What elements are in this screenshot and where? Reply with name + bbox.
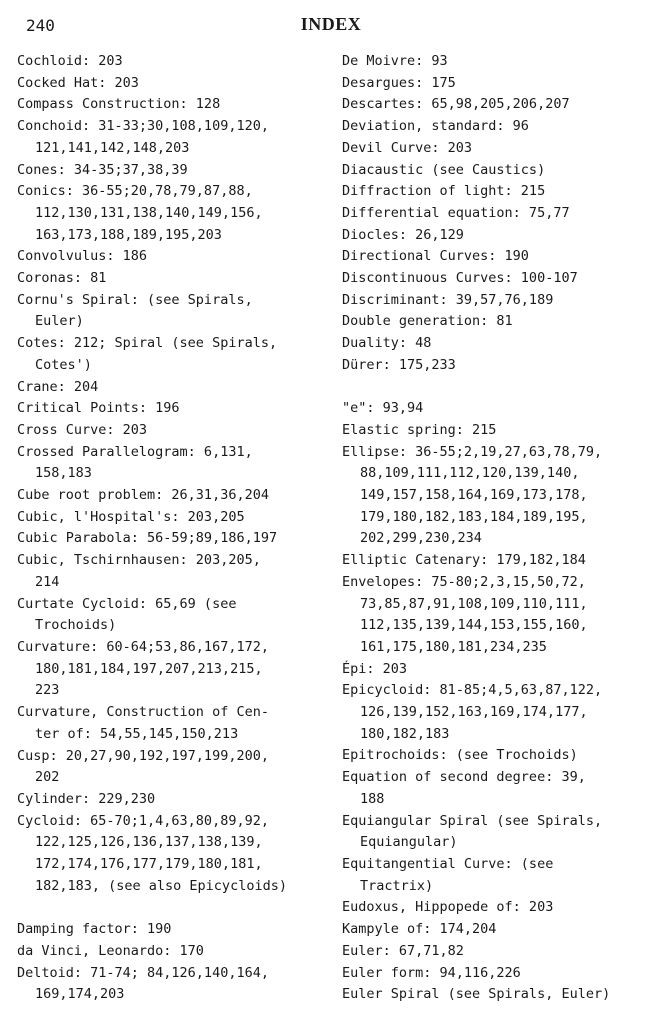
index-entry — [17, 73, 327, 95]
index-entry — [342, 138, 657, 160]
index-entry — [17, 963, 327, 1006]
index-entry-line: Crane: 204 — [17, 378, 99, 395]
index-entry-line: Compass Construction: 128 — [17, 96, 221, 113]
index-entry-line: Desargues: 175 — [342, 74, 456, 91]
index-entry-continuation: 122,125,126,136,137,138,139, — [35, 834, 263, 851]
index-entry-line: Diacaustic (see Caustics) — [342, 161, 546, 178]
index-entry-line: Diocles: 26,129 — [342, 226, 464, 243]
index-entry — [342, 811, 657, 854]
index-entry-line: Cotes: 212; Spiral (see Spirals, — [17, 335, 278, 352]
index-entry-line: Euler: 67,71,82 — [342, 942, 464, 959]
index-entry-line: Euler Spiral (see Spirals, Euler) — [342, 986, 611, 1003]
index-entry-line: Discontinuous Curves: 100-107 — [342, 270, 578, 287]
index-entry-line: Cubic Parabola: 56-59;89,186,197 — [17, 530, 278, 547]
index-entry-line: Kampyle of: 174,204 — [342, 921, 497, 938]
index-entry-continuation: 223 — [35, 682, 60, 699]
index-entry-line: Epicycloid: 81-85;4,5,63,87,122, — [342, 682, 603, 699]
index-entry — [342, 333, 657, 355]
index-entry-line: Épi: 203 — [342, 660, 408, 677]
index-column-left — [17, 51, 327, 1006]
index-entry — [17, 746, 327, 789]
entry-spacer — [17, 897, 327, 919]
index-entry-line: Deviation, standard: 96 — [342, 118, 529, 135]
index-entry — [17, 507, 327, 529]
index-entry-line: Damping factor: 190 — [17, 921, 172, 938]
index-entry-continuation: Cotes') — [35, 356, 92, 373]
index-entry-line: Cocked Hat: 203 — [17, 74, 139, 91]
page-title: INDEX — [300, 14, 362, 34]
index-entry-line: Epitrochoids: (see Trochoids) — [342, 747, 578, 764]
index-entry-line: Conics: 36-55;20,78,79,87,88, — [17, 183, 253, 200]
index-entry-continuation: 172,174,176,177,179,180,181, — [35, 856, 263, 873]
index-entry — [17, 181, 327, 246]
index-entry — [17, 811, 327, 898]
index-entry-line: Cube root problem: 26,31,36,204 — [17, 487, 269, 504]
index-entry-line: Conchoid: 31-33;30,108,109,120, — [17, 118, 269, 135]
index-entry-line: Eudoxus, Hippopede of: 203 — [342, 899, 554, 916]
index-entry — [17, 789, 327, 811]
index-entry-line: Critical Points: 196 — [17, 400, 180, 417]
index-entry-line: Directional Curves: 190 — [342, 248, 529, 265]
index-entry-continuation: 121,141,142,148,203 — [35, 139, 190, 156]
index-entry — [342, 550, 657, 572]
index-entry-line: Cochloid: 203 — [17, 53, 123, 69]
index-entry-line: Devil Curve: 203 — [342, 139, 473, 156]
index-entry-line: Duality: 48 — [342, 335, 432, 352]
index-entry — [342, 767, 657, 810]
index-entry-continuation: Euler) — [35, 313, 84, 330]
index-entry-line: Cornu's Spiral: (see Spirals, — [17, 291, 253, 308]
index-entry — [17, 442, 327, 485]
index-entry-continuation: Trochoids) — [35, 617, 117, 634]
index-entry-line: Equitangential Curve: (see — [342, 856, 554, 872]
index-entry — [342, 854, 657, 897]
index-entry — [342, 420, 657, 442]
index-entry — [342, 203, 657, 225]
index-entry — [342, 941, 657, 963]
index-entry-line: Cones: 34-35;37,38,39 — [17, 161, 188, 178]
index-entry-line: Cylinder: 229,230 — [17, 790, 156, 807]
index-entry — [17, 941, 327, 963]
index-entry — [342, 268, 657, 290]
index-column-right — [342, 51, 657, 1006]
index-entry — [342, 51, 657, 73]
index-entry — [342, 290, 657, 312]
index-entry-line: "e": 93,94 — [342, 400, 424, 417]
index-entry — [342, 984, 657, 1006]
index-entry-line: Descartes: 65,98,205,206,207 — [342, 96, 570, 113]
index-entry — [17, 333, 327, 376]
index-entry — [342, 442, 657, 551]
index-entry-continuation: 158,183 — [35, 465, 92, 482]
index-entry-line: Crossed Parallelogram: 6,131, — [17, 443, 253, 460]
index-entry-line: Cross Curve: 203 — [17, 421, 148, 438]
index-entry — [342, 94, 657, 116]
index-entry — [342, 897, 657, 919]
index-entry — [342, 572, 657, 659]
index-entry-continuation: 126,139,152,163,169,174,177, — [360, 704, 588, 721]
index-entry-line: Cycloid: 65-70;1,4,63,80,89,92, — [17, 812, 269, 829]
index-entry — [342, 73, 657, 95]
index-entry-line: Euler form: 94,116,226 — [342, 964, 521, 981]
index-entry-line: Curtate Cycloid: 65,69 (see — [17, 595, 237, 612]
entry-spacer — [342, 377, 657, 399]
index-entry-continuation: Tractrix) — [360, 877, 434, 894]
index-entry — [342, 246, 657, 268]
index-entry — [342, 919, 657, 941]
index-entry — [17, 116, 327, 159]
index-entry-line: Elastic spring: 215 — [342, 421, 497, 438]
index-entry-line: Double generation: 81 — [342, 313, 513, 330]
index-entry-continuation: 73,85,87,91,108,109,110,111, — [360, 595, 588, 612]
index-entry — [17, 528, 327, 550]
index-entry — [17, 290, 327, 333]
page-number: 240 — [26, 16, 55, 35]
index-entry-line: De Moivre: 93 — [342, 53, 448, 69]
index-entry — [17, 550, 327, 593]
index-entry — [342, 398, 657, 420]
index-entry — [17, 637, 327, 702]
index-entry-continuation: 180,182,183 — [360, 725, 450, 742]
index-entry — [17, 246, 327, 268]
index-entry — [342, 745, 657, 767]
index-entry-line: Ellipse: 36-55;2,19,27,63,78,79, — [342, 443, 603, 460]
index-entry — [17, 420, 327, 442]
index-entry-continuation: 163,173,188,189,195,203 — [35, 226, 222, 243]
index-entry-line: Convolvulus: 186 — [17, 248, 148, 265]
index-entry — [342, 116, 657, 138]
index-entry — [342, 225, 657, 247]
index-entry-line: Discriminant: 39,57,76,189 — [342, 291, 554, 308]
index-entry-continuation: 161,175,180,181,234,235 — [360, 638, 547, 655]
index-entry — [342, 659, 657, 681]
index-entry-line: Curvature, Construction of Cen- — [17, 704, 269, 721]
index-entry — [17, 268, 327, 290]
index-entry-line: Deltoid: 71-74; 84,126,140,164, — [17, 964, 269, 981]
index-entry-continuation: 169,174,203 — [35, 986, 125, 1003]
index-entry — [17, 94, 327, 116]
index-entry-line: Elliptic Catenary: 179,182,184 — [342, 552, 586, 569]
index-entry-continuation: 179,180,182,183,184,189,195, — [360, 508, 588, 525]
index-entry-line: Envelopes: 75-80;2,3,15,50,72, — [342, 573, 586, 590]
index-entry-line: Differential equation: 75,77 — [342, 204, 570, 221]
index-entry — [17, 398, 327, 420]
index-entry — [342, 680, 657, 745]
index-entry — [17, 919, 327, 941]
index-entry-line: Coronas: 81 — [17, 270, 107, 287]
index-entry-continuation: ter of: 54,55,145,150,213 — [35, 725, 239, 742]
index-entry-continuation: 112,130,131,138,140,149,156, — [35, 204, 263, 221]
index-entry-line: da Vinci, Leonardo: 170 — [17, 942, 204, 959]
index-entry — [17, 377, 327, 399]
index-entry-line: Diffraction of light: 215 — [342, 183, 546, 200]
index-entry-continuation: 112,135,139,144,153,155,160, — [360, 617, 588, 634]
index-entry-continuation: 188 — [360, 790, 385, 807]
index-entry — [342, 160, 657, 182]
index-entry — [17, 160, 327, 182]
index-entry-line: Cubic, l'Hospital's: 203,205 — [17, 508, 245, 525]
index-entry-continuation: 149,157,158,164,169,173,178, — [360, 487, 588, 504]
index-entry-continuation: 180,181,184,197,207,213,215, — [35, 660, 263, 677]
index-entry-line: Cubic, Tschirnhausen: 203,205, — [17, 552, 261, 569]
index-entry — [17, 485, 327, 507]
index-entry-line: Equation of second degree: 39, — [342, 769, 586, 786]
index-entry-continuation: 88,109,111,112,120,139,140, — [360, 465, 580, 482]
index-entry-continuation: 202 — [35, 769, 60, 786]
index-entry-continuation: Equiangular) — [360, 834, 458, 851]
index-entry — [17, 51, 327, 73]
index-entry-line: Curvature: 60-64;53,86,167,172, — [17, 638, 269, 655]
index-entry-line: Dürer: 175,233 — [342, 356, 456, 373]
index-entry-continuation: 202,299,230,234 — [360, 530, 482, 547]
index-entry — [342, 355, 657, 377]
index-entry — [342, 181, 657, 203]
index-entry-line: Equiangular Spiral (see Spirals, — [342, 812, 603, 829]
index-entry-continuation: 214 — [35, 573, 60, 590]
index-entry — [342, 311, 657, 333]
index-entry — [17, 702, 327, 745]
index-entry-line: Cusp: 20,27,90,192,197,199,200, — [17, 747, 269, 764]
index-entry — [17, 594, 327, 637]
index-entry-continuation: 182,183, (see also Epicycloids) — [35, 877, 287, 894]
index-entry — [342, 963, 657, 985]
